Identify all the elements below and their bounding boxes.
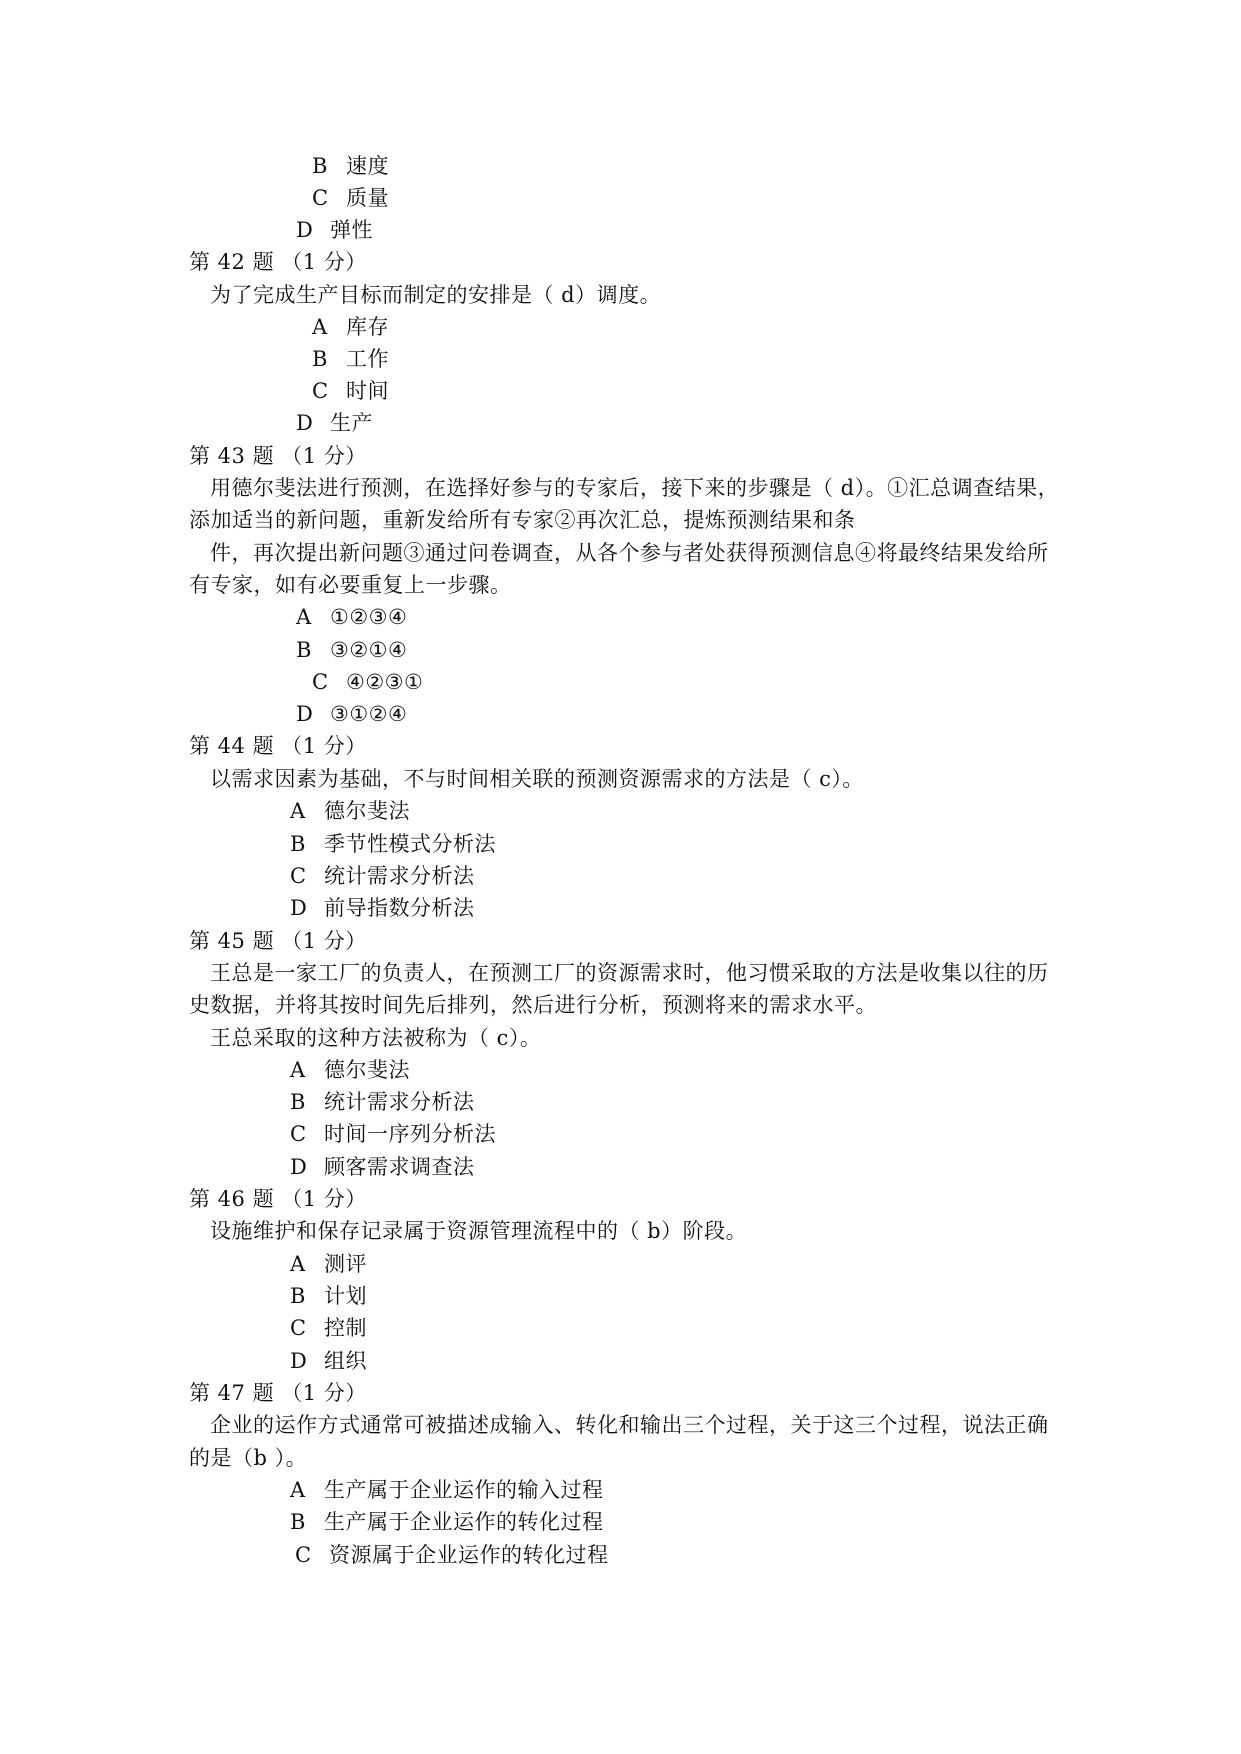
option-item <box>290 1118 496 1150</box>
question-text: 史数据，并将其按时间先后排列，然后进行分析，预测将来的需求水平。 <box>189 993 877 1017</box>
option-letter: A <box>296 605 312 629</box>
question-text: 有专家，如有必要重复上一步骤。 <box>189 573 512 597</box>
question-header: 第 44 题 （1 分） <box>189 734 367 758</box>
option-item <box>295 1539 609 1571</box>
option-item <box>296 634 407 666</box>
option-text: 统计需求分析法 <box>324 1090 475 1114</box>
option-letter: B <box>290 832 306 856</box>
option-text: ④②③① <box>346 670 424 694</box>
option-item <box>290 828 496 860</box>
option-item <box>290 1280 367 1312</box>
option-letter: A <box>290 1252 306 1276</box>
option-text: 前导指数分析法 <box>324 896 475 920</box>
option-item <box>312 375 389 407</box>
option-letter: B <box>290 1284 306 1308</box>
option-item <box>296 407 373 439</box>
option-text: ③①②④ <box>330 702 408 726</box>
option-letter: C <box>295 1543 312 1567</box>
option-item <box>290 1086 475 1118</box>
question-text: 以需求因素为基础，不与时间相关联的预测资源需求的方法是（ c）。 <box>210 767 864 791</box>
option-item <box>290 1345 367 1377</box>
option-text: 生产属于企业运作的输入过程 <box>324 1478 604 1502</box>
question-text: 添加适当的新问题，重新发给所有专家②再次汇总，提炼预测结果和条 <box>189 508 856 532</box>
option-text: 时间一序列分析法 <box>324 1122 496 1146</box>
question-text: 王总采取的这种方法被称为（ c）。 <box>210 1026 542 1050</box>
option-item <box>290 1248 367 1280</box>
option-letter: C <box>290 864 307 888</box>
option-text: 组织 <box>324 1349 367 1373</box>
option-text: 速度 <box>346 154 389 178</box>
option-letter: B <box>296 638 312 662</box>
option-text: 工作 <box>346 347 389 371</box>
option-text: 生产属于企业运作的转化过程 <box>324 1510 604 1534</box>
option-text: ③②①④ <box>330 638 408 662</box>
option-item <box>290 1151 475 1183</box>
question-header: 第 46 题 （1 分） <box>189 1187 367 1211</box>
option-item <box>312 666 423 698</box>
option-text: 统计需求分析法 <box>324 864 475 888</box>
option-letter: C <box>312 379 329 403</box>
option-item <box>296 601 407 633</box>
option-item <box>296 698 407 730</box>
option-item <box>296 214 373 246</box>
option-item <box>290 860 475 892</box>
option-letter: C <box>290 1316 307 1340</box>
option-item <box>312 311 389 343</box>
option-letter: B <box>312 347 328 371</box>
option-letter: A <box>290 1478 306 1502</box>
option-letter: A <box>290 1058 306 1082</box>
option-item <box>290 795 410 827</box>
option-text: 质量 <box>346 186 389 210</box>
option-text: 顾客需求调查法 <box>324 1155 475 1179</box>
option-text: ①②③④ <box>330 605 408 629</box>
option-text: 计划 <box>324 1284 367 1308</box>
option-letter: D <box>290 1349 308 1373</box>
option-item <box>290 1474 604 1506</box>
question-text: 的是（b ）。 <box>189 1446 308 1470</box>
option-text: 德尔斐法 <box>324 799 410 823</box>
question-text: 为了完成生产目标而制定的安排是（ d）调度。 <box>210 283 662 307</box>
option-text: 弹性 <box>330 218 373 242</box>
option-text: 测评 <box>324 1252 367 1276</box>
option-item <box>312 343 389 375</box>
option-text: 资源属于企业运作的转化过程 <box>329 1543 609 1567</box>
option-item <box>312 182 389 214</box>
option-item <box>312 150 389 182</box>
option-letter: D <box>290 1155 308 1179</box>
option-item <box>290 1506 604 1538</box>
option-letter: C <box>290 1122 307 1146</box>
question-text: 件，再次提出新问题③通过问卷调查，从各个参与者处获得预测信息④将最终结果发给所 <box>210 541 1049 565</box>
question-header: 第 45 题 （1 分） <box>189 929 367 953</box>
option-letter: C <box>312 186 329 210</box>
option-letter: A <box>290 799 306 823</box>
option-item <box>290 1054 410 1086</box>
option-text: 德尔斐法 <box>324 1058 410 1082</box>
option-text: 生产 <box>330 411 373 435</box>
question-header: 第 43 题 （1 分） <box>189 444 367 468</box>
question-header: 第 47 题 （1 分） <box>189 1381 367 1405</box>
question-text: 设施维护和保存记录属于资源管理流程中的（ b）阶段。 <box>210 1219 748 1243</box>
option-letter: A <box>312 315 328 339</box>
question-text: 王总是一家工厂的负责人，在预测工厂的资源需求时，他习惯采取的方法是收集以往的历 <box>210 961 1049 985</box>
option-text: 时间 <box>346 379 389 403</box>
question-text: 用德尔斐法进行预测，在选择好参与的专家后，接下来的步骤是（ d）。①汇总调查结果， <box>210 476 1060 500</box>
option-item <box>290 1312 367 1344</box>
option-letter: B <box>290 1510 306 1534</box>
option-letter: D <box>296 411 314 435</box>
option-item <box>290 892 475 924</box>
option-letter: C <box>312 670 329 694</box>
option-text: 季节性模式分析法 <box>324 832 496 856</box>
option-text: 控制 <box>324 1316 367 1340</box>
option-letter: D <box>296 702 314 726</box>
option-letter: B <box>312 154 328 178</box>
question-header: 第 42 题 （1 分） <box>189 250 367 274</box>
question-text: 企业的运作方式通常可被描述成输入、转化和输出三个过程，关于这三个过程，说法正确 <box>210 1413 1049 1437</box>
option-text: 库存 <box>346 315 389 339</box>
option-letter: D <box>296 218 314 242</box>
option-letter: D <box>290 896 308 920</box>
option-letter: B <box>290 1090 306 1114</box>
